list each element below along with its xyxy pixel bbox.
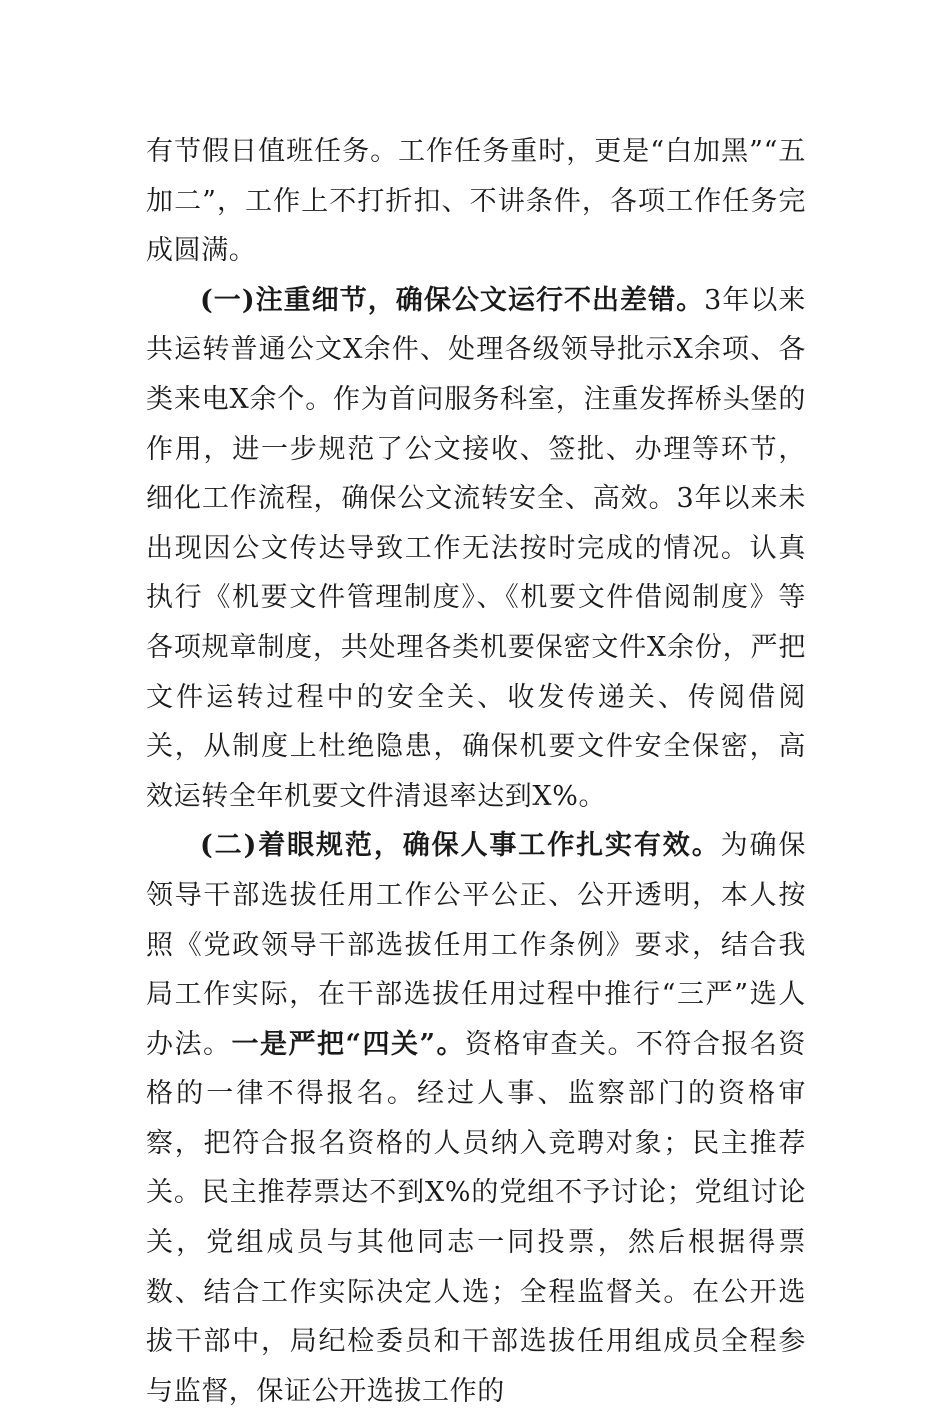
point-one-heading: 一是严把“四关”。 [231, 1028, 465, 1060]
paragraph-section-one [146, 276, 806, 822]
paragraph-continuation [146, 127, 806, 276]
point-one-body: 资格审查关。不符合报名资格的一律不得报名。经过人事、监察部门的资格审察，把符合报名资格的人员纳入竞聘对象；民主推荐关。民主推荐票达不到X%的党组不予讨论；党组讨论关，党组成员与其他同志一同投票，然后根据得票数、结合工作实际决定人选；全程监督关。在公开选拔干部中，局纪检委员和干部选拔任用组成员全程参与监督，保证公开选拔工作的 [146, 1028, 806, 1407]
document-body [146, 127, 806, 1416]
section-two-heading: (二)着眼规范，确保人事工作扎实有效。 [200, 830, 721, 862]
section-one-body: 3年以来共运转普通公文X余件、处理各级领导批示X余项、各类来电X余个。作为首问服务科室，注重发挥桥头堡的作用，进一步规范了公文接收、签批、办理等环节，细化工作流程，确保公文流转安全、高效。3年以来未出现因公文传达导致工作无法按时完成的情况。认真执行《机要文件管理制度》、《机要文件借阅制度》等各项规章制度，共处理各类机要保密文件X余份，严把文件运转过程中的安全关、收发传递关、传阅借阅关，从制度上杜绝隐患，确保机要文件安全保密，高效运转全年机要文件清退率达到X%。 [146, 284, 807, 812]
paragraph-section-two [146, 821, 806, 1416]
section-two-body: 为确保领导干部选拔任用工作公平公正、公开透明，本人按照《党政领导干部选拔任用工作条例》要求，结合我局工作实际，在干部选拔任用过程中推行“三严”选人办法。 [146, 830, 806, 1060]
paragraph-text: 有节假日值班任务。工作任务重时，更是“白加黑”“五加二”，工作上不打折扣、不讲条件，各项工作任务完成圆满。 [146, 136, 806, 267]
section-one-heading: (一)注重细节，确保公文运行不出差错。 [200, 284, 705, 316]
